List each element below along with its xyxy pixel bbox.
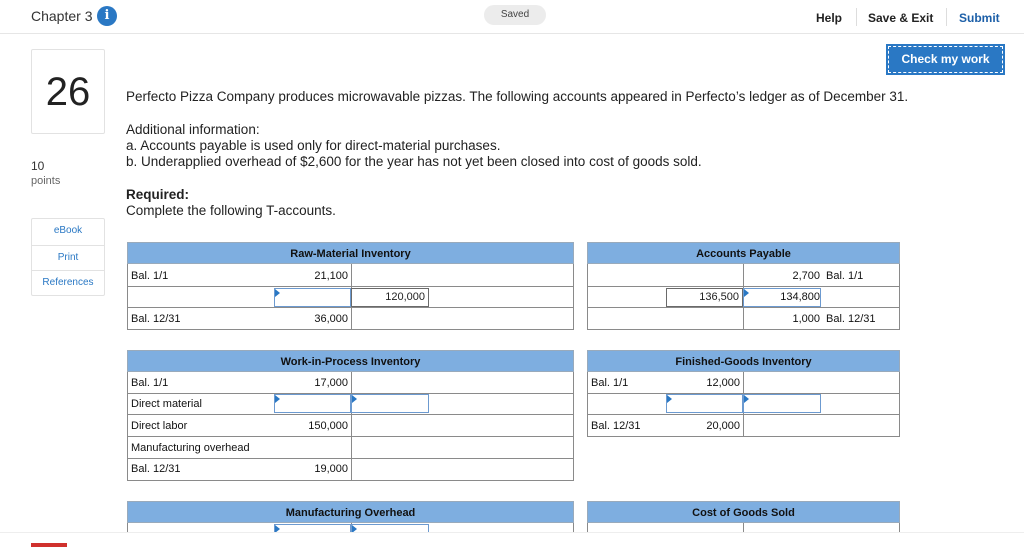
row-line bbox=[127, 307, 574, 308]
debit-input[interactable]: 136,500 bbox=[666, 288, 743, 307]
divider bbox=[946, 8, 947, 26]
t-center-line bbox=[351, 372, 352, 480]
manufacturing-overhead-title: Manufacturing Overhead bbox=[127, 501, 574, 523]
debit-value: 19,000 bbox=[314, 463, 348, 475]
divider bbox=[32, 270, 104, 271]
ebook-link[interactable]: eBook bbox=[53, 225, 83, 236]
credit-input[interactable] bbox=[743, 394, 821, 413]
chapter-title: Chapter 3 bbox=[31, 8, 93, 24]
border bbox=[587, 372, 588, 436]
debit-value: 36,000 bbox=[314, 313, 348, 325]
row-line bbox=[587, 329, 900, 330]
row-line bbox=[127, 480, 574, 481]
row-line bbox=[587, 414, 900, 415]
required-text: Complete the following T-accounts. bbox=[126, 203, 336, 218]
border bbox=[127, 372, 128, 480]
row-label: Bal. 12/31 bbox=[826, 313, 876, 325]
row-label: Bal. 1/1 bbox=[826, 270, 864, 282]
row-line bbox=[587, 307, 900, 308]
credit-value: 134,800 bbox=[780, 291, 820, 303]
row-label: Manufacturing overhead bbox=[131, 442, 250, 454]
row-line bbox=[587, 286, 900, 287]
debit-input[interactable] bbox=[274, 394, 351, 413]
required-title: Required: bbox=[126, 187, 190, 202]
row-label: Direct labor bbox=[131, 420, 188, 432]
credit-input[interactable] bbox=[351, 394, 429, 413]
additional-info-b: b. Underapplied overhead of $2,600 for the year has not yet been closed into cost of goods sold. bbox=[126, 154, 702, 169]
references-link[interactable]: References bbox=[42, 277, 94, 288]
border bbox=[573, 264, 574, 329]
row-label: Bal. 12/31 bbox=[131, 463, 181, 475]
saved-status: Saved bbox=[484, 5, 546, 25]
row-label: Bal. 12/31 bbox=[131, 313, 181, 325]
top-bar bbox=[0, 0, 1024, 34]
debit-value: 21,100 bbox=[314, 270, 348, 282]
divider bbox=[856, 8, 857, 26]
points-label: points bbox=[31, 175, 61, 187]
debit-input[interactable] bbox=[666, 394, 743, 413]
info-icon[interactable]: i bbox=[97, 6, 117, 26]
save-exit-link[interactable]: Save & Exit bbox=[868, 11, 934, 25]
border bbox=[573, 372, 574, 480]
progress-indicator bbox=[31, 543, 67, 547]
wip-title: Work-in-Process Inventory bbox=[127, 350, 574, 372]
debit-input[interactable] bbox=[274, 288, 351, 307]
row-line bbox=[127, 286, 574, 287]
border bbox=[127, 264, 128, 329]
help-link[interactable]: Help bbox=[816, 11, 843, 25]
problem-intro: Perfecto Pizza Company produces microwavable pizzas. The following accounts appeared in Perfecto’s ledger as of December 31. bbox=[126, 89, 909, 104]
check-my-work-button[interactable]: Check my work bbox=[886, 44, 1005, 75]
border bbox=[899, 372, 900, 436]
row-line bbox=[127, 436, 574, 437]
points-value: 10 bbox=[31, 159, 45, 173]
row-line bbox=[127, 414, 574, 415]
credit-value: 1,000 bbox=[792, 313, 820, 325]
debit-value: 17,000 bbox=[314, 377, 348, 389]
row-label: Bal. 1/1 bbox=[131, 377, 169, 389]
debit-value: 20,000 bbox=[706, 420, 740, 432]
finished-goods-title: Finished-Goods Inventory bbox=[587, 350, 900, 372]
row-line bbox=[587, 436, 900, 437]
additional-info-title: Additional information: bbox=[126, 122, 260, 137]
row-label: Bal. 12/31 bbox=[591, 420, 641, 432]
question-number: 26 bbox=[31, 49, 105, 134]
row-label: Bal. 1/1 bbox=[591, 377, 629, 389]
row-label: Bal. 1/1 bbox=[131, 270, 169, 282]
row-line bbox=[127, 458, 574, 459]
additional-info-a: a. Accounts payable is used only for direct-material purchases. bbox=[126, 138, 501, 153]
border bbox=[587, 264, 588, 329]
row-line bbox=[127, 329, 574, 330]
raw-material-title: Raw-Material Inventory bbox=[127, 242, 574, 264]
accounts-payable-title: Accounts Payable bbox=[587, 242, 900, 264]
cogs-title: Cost of Goods Sold bbox=[587, 501, 900, 523]
resources-box bbox=[31, 218, 105, 296]
credit-value: 2,700 bbox=[792, 270, 820, 282]
row-label: Direct material bbox=[131, 398, 202, 410]
divider bbox=[32, 245, 104, 246]
border bbox=[899, 264, 900, 329]
debit-value: 150,000 bbox=[308, 420, 348, 432]
footer-divider bbox=[0, 532, 1024, 533]
credit-input[interactable]: 120,000 bbox=[351, 288, 429, 307]
print-link[interactable]: Print bbox=[57, 252, 79, 263]
submit-link[interactable]: Submit bbox=[959, 11, 1000, 25]
debit-value: 12,000 bbox=[706, 377, 740, 389]
